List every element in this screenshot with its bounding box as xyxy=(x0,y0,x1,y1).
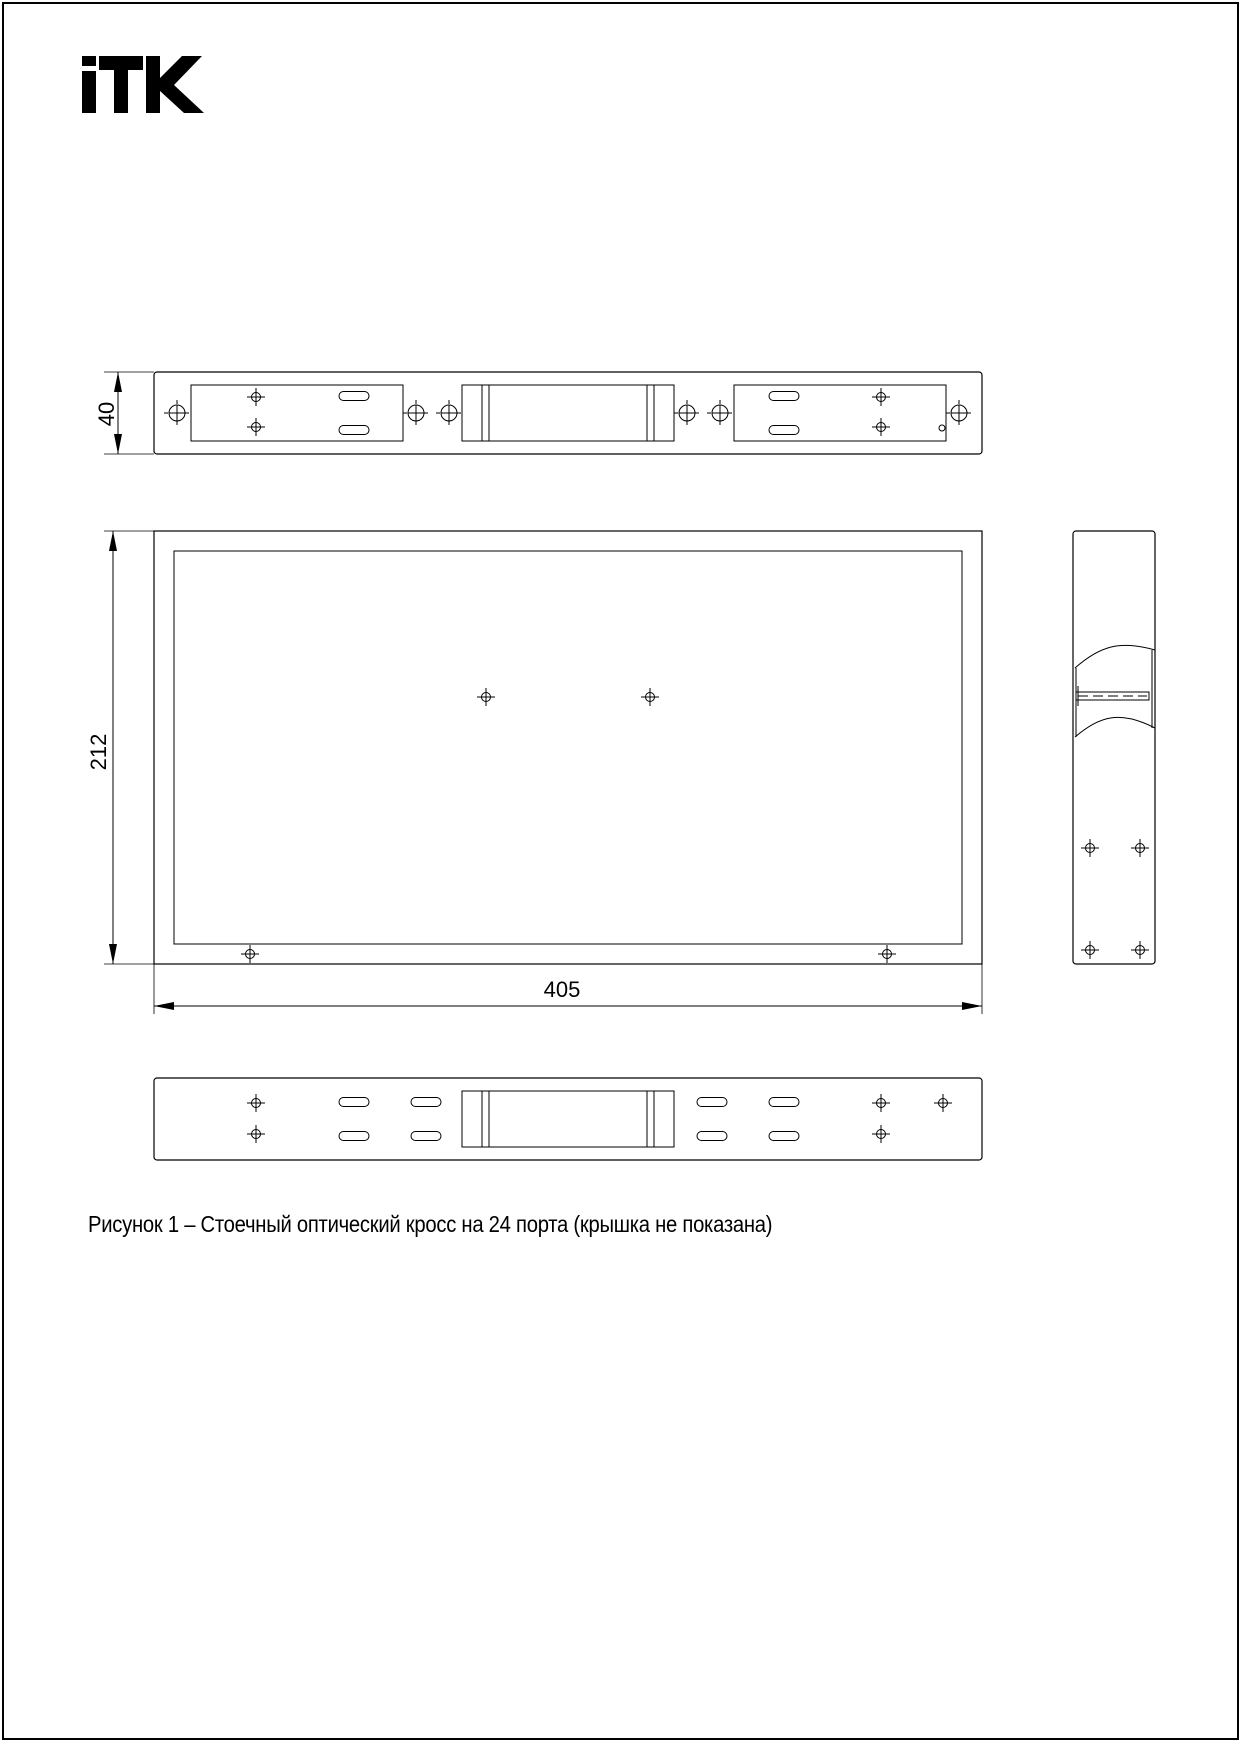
side-view xyxy=(1073,531,1155,964)
figure-caption: Рисунок 1 – Стоечный оптический кросс на 24 порта (крышка не показана) xyxy=(88,1211,773,1237)
rear-view xyxy=(154,1078,982,1160)
dimension-depth-label: 212 xyxy=(86,733,111,771)
front-view xyxy=(104,372,982,454)
dimension-height-label: 40 xyxy=(94,401,119,427)
dimension-width-label: 405 xyxy=(543,977,581,1002)
top-view xyxy=(104,531,982,1014)
